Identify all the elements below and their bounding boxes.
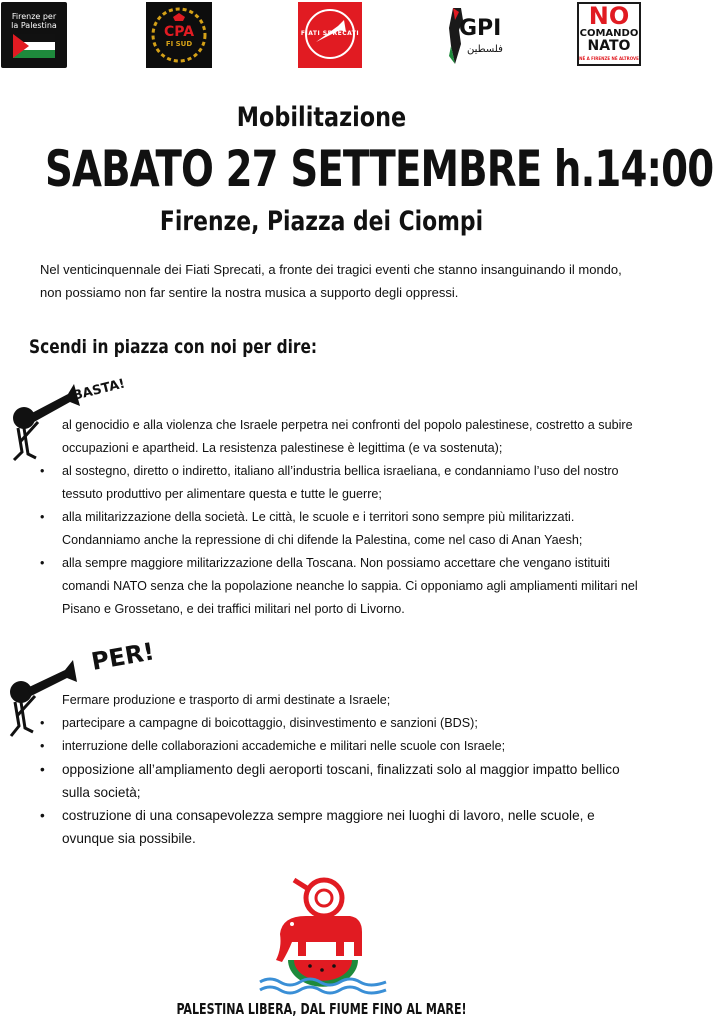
- event-place-heading: Firenze, Piazza dei Ciompi: [159, 206, 484, 237]
- basta-word: BASTA!: [71, 376, 127, 404]
- callout-heading: Scendi in piazza con noi per dire:: [29, 336, 318, 358]
- elephant-icon: [276, 916, 362, 962]
- list-item: • opposizione all’ampliamento degli aeroporti toscani, finalizzati solo al maggior impatto bellico sulla società;: [40, 762, 620, 800]
- slogan: PALESTINA LIBERA, DAL FIUME FINO AL MARE!: [176, 1000, 467, 1018]
- list-item: • alla sempre maggiore militarizzazione della Toscana. Non possiamo accettare che vengano istituiti comandi NATO senza che la popolazione neanche lo sappia. Ci opponiamo agli ampliamenti militari nel Pisano e Grossetano, e dei traffici militari nel porto di Livorno.: [40, 556, 638, 616]
- event-date-heading: SABATO 27 SETTEMBRE h.14:00: [45, 140, 713, 198]
- gpi-logo: GPI فلسطين: [443, 2, 509, 68]
- elephant-horn-watermelon-emblem: [258, 876, 388, 996]
- basta-list: [40, 414, 638, 621]
- list-item: • interruzione delle collaborazioni accademiche e militari nelle scuole con Israele;: [40, 739, 506, 753]
- logo-row: [0, 0, 643, 72]
- fiati-sprecati-logo: FIATI SPRECATI: [298, 2, 362, 68]
- list-item: al genocidio e alla violenza che Israele perpetra nei confronti del popolo palestinese, costretto a subire occupazioni e apartheid. La resistenza palestinese è legittima (e va sostenuta);: [62, 418, 633, 455]
- palestine-flag-icon: [13, 34, 55, 58]
- list-item: • al sostegno, diretto o indiretto, italiano all’industria bellica israeliana, e condanniamo l’uso del nostro tessuto produttivo per alimentare questa e tutte le guerre;: [40, 464, 619, 501]
- kicker-heading: Mobilitazione: [236, 102, 407, 133]
- list-item: • partecipare a campagne di boicottaggio, disinvestimento e sanzioni (BDS);: [40, 716, 478, 730]
- list-item: • alla militarizzazione della società. Le città, le scuole e i territori sono sempre più militarizzati. Condanniamo anche la repressione di chi difende la Palestina, come nel caso di Anan Yaesh;: [40, 510, 583, 547]
- per-word: PER!: [89, 637, 157, 676]
- list-item: Fermare produzione e trasporto di armi destinate a Israele;: [62, 693, 391, 707]
- intro-paragraph: Nel venticinquennale dei Fiati Sprecati, a fronte dei tragici eventi che stanno insanguinando il mondo, non possiamo non far sentire la nostra musica a supporto degli oppressi.: [40, 262, 622, 300]
- french-horn-icon: [294, 880, 342, 916]
- no-comando-nato-logo: NO COMANDO NATO NÉ A FIRENZE NÉ ALTROVE: [577, 2, 641, 66]
- firenze-per-la-palestina-logo: Firenze per la Palestina: [1, 2, 67, 68]
- cpa-fi-sud-logo: CPA FI SUD: [146, 2, 212, 68]
- per-list: [40, 689, 628, 850]
- list-item: • costruzione di una consapevolezza sempre maggiore nei luoghi di lavoro, nelle scuole, e ovunque sia possibile.: [40, 808, 595, 846]
